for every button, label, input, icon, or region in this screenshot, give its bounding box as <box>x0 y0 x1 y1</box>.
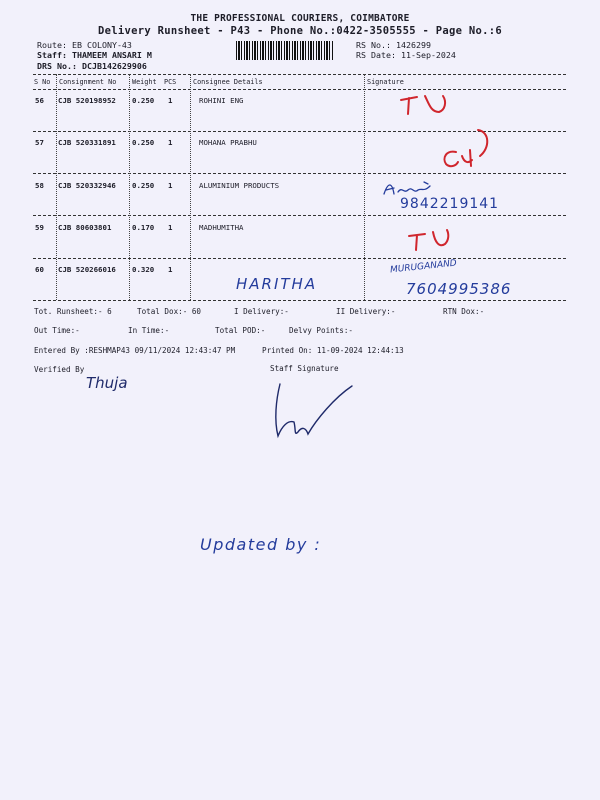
cell-pcs: 1 <box>168 223 173 232</box>
cell-weight: 0.250 <box>132 181 155 190</box>
table-bottom-rule <box>33 300 566 301</box>
cell-sno: 57 <box>35 138 44 147</box>
cell-consignee: MADHUMITHA <box>199 223 244 232</box>
printed-on: Printed On: 11-09-2024 12:44:13 <box>262 346 404 355</box>
column-divider <box>129 74 130 300</box>
route-line <box>37 40 132 50</box>
cell-sno: 58 <box>35 181 44 190</box>
cell-weight: 0.320 <box>132 265 155 274</box>
cell-weight: 0.170 <box>132 223 155 232</box>
table-header-rule <box>33 89 566 90</box>
route-label: Route: <box>37 40 67 50</box>
rs-date-value: 11-Sep-2024 <box>400 50 456 60</box>
signature-mark <box>380 178 440 198</box>
handwritten-phone: 7604995386 <box>406 280 512 298</box>
total-pod: Total POD:- <box>215 326 266 335</box>
in-time: In Time:- <box>128 326 170 335</box>
cell-consignment: CJB 80603801 <box>58 223 112 232</box>
staff-signature-label: Staff Signature <box>270 364 339 373</box>
col-header-pcs: PCS <box>164 78 177 86</box>
cell-consignment: CJB 520266016 <box>58 265 116 274</box>
signature-mark <box>438 126 494 172</box>
col-header-consignee: Consignee Details <box>193 78 263 86</box>
tot-runsheet: Tot. Runsheet:- 6 <box>34 307 112 316</box>
entered-by: Entered By :RESHMAP43 09/11/2024 12:43:47 PM <box>34 346 236 355</box>
i-delivery: I Delivery:- <box>234 307 289 316</box>
cell-consignee: ALUMINIUM PRODUCTS <box>199 181 280 190</box>
table-top-rule <box>33 74 566 75</box>
drs-label: DRS No.: <box>37 61 77 71</box>
rs-no-line <box>356 40 431 50</box>
rs-no-label: RS No.: <box>356 40 391 50</box>
drs-value: DCJB142629906 <box>81 61 147 71</box>
rs-date-line <box>356 50 456 60</box>
company-title: THE PROFESSIONAL COURIERS, COIMBATORE <box>190 13 410 24</box>
delvy-points: Delvy Points:- <box>289 326 354 335</box>
col-header-signature: Signature <box>367 78 404 86</box>
updated-by-note: Updated by : <box>200 535 322 554</box>
handwritten-phone: 9842219141 <box>400 196 500 212</box>
rs-no-value: 1426299 <box>395 40 431 50</box>
row-divider <box>33 173 566 174</box>
col-header-consignment: Consignment No <box>59 78 117 86</box>
staff-value: THAMEEM ANSARI M <box>71 50 152 60</box>
verified-by-label: Verified By <box>34 365 85 374</box>
verified-signature: Thuja <box>86 374 128 392</box>
runsheet-subtitle: Delivery Runsheet - P43 - Phone No.:0422-3505555 - Page No.:6 <box>98 25 502 37</box>
row-divider <box>33 215 566 216</box>
staff-label: Staff: <box>37 50 67 60</box>
cell-sno: 59 <box>35 223 44 232</box>
column-divider <box>56 74 57 300</box>
drs-line <box>37 61 147 71</box>
cell-sno: 60 <box>35 265 44 274</box>
barcode <box>236 41 334 60</box>
cell-consignment: CJB 520198952 <box>58 96 116 105</box>
cell-weight: 0.250 <box>132 138 155 147</box>
signature-mark <box>405 228 455 256</box>
cell-consignment: CJB 520332946 <box>58 181 116 190</box>
cell-pcs: 1 <box>168 138 173 147</box>
rs-date-label: RS Date: <box>356 50 396 60</box>
cell-pcs: 1 <box>168 265 173 274</box>
cell-consignee: ROHINI ENG <box>199 96 244 105</box>
cell-consignee: MOHANA PRABHU <box>199 138 257 147</box>
cell-pcs: 1 <box>168 96 173 105</box>
cell-consignment: CJB 520331891 <box>58 138 116 147</box>
cell-weight: 0.250 <box>132 96 155 105</box>
signature-mark <box>395 92 455 124</box>
ii-delivery: II Delivery:- <box>336 307 396 316</box>
rtn-dox: RTN Dox:- <box>443 307 485 316</box>
col-header-weight: Weight <box>132 78 157 86</box>
handwritten-name: HARITHA <box>236 275 318 293</box>
column-divider <box>364 74 365 300</box>
cell-pcs: 1 <box>168 181 173 190</box>
cell-sno: 56 <box>35 96 44 105</box>
handwritten-signature-name: MURUGANAND <box>389 258 458 276</box>
staff-signature-mark <box>268 380 360 444</box>
row-divider <box>33 258 566 259</box>
col-header-sno: S No <box>34 78 51 86</box>
out-time: Out Time:- <box>34 326 80 335</box>
total-dox: Total Dox:- 60 <box>137 307 202 316</box>
column-divider <box>190 74 191 300</box>
staff-line <box>37 50 152 60</box>
route-value: EB COLONY-43 <box>71 40 132 50</box>
